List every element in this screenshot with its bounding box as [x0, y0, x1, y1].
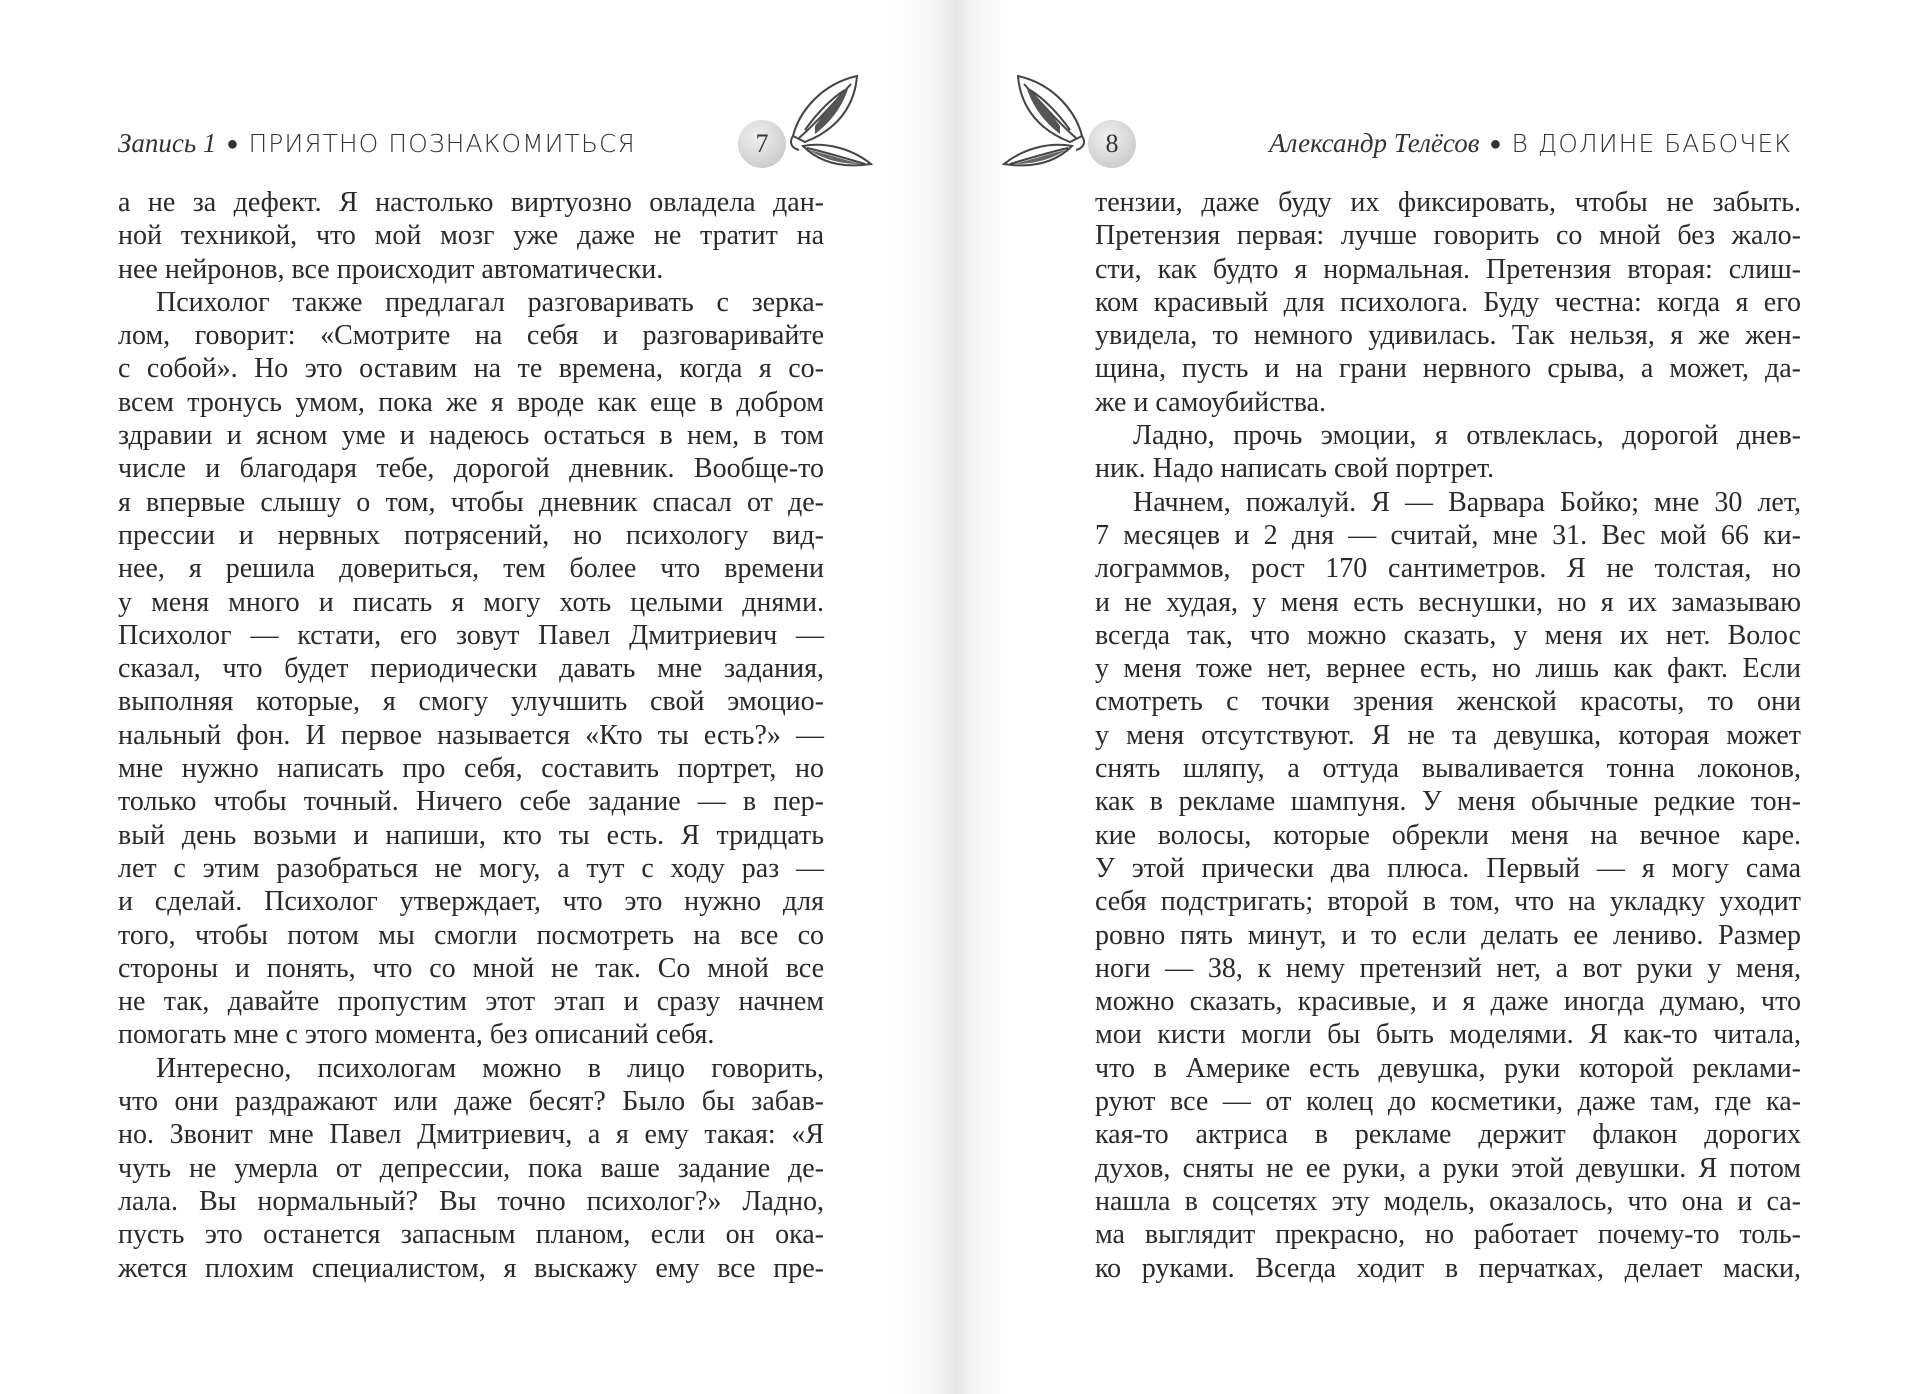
text-line: Ладно, прочь эмоции, я отвлеклась, дорогой днев- — [1133, 420, 1801, 452]
gutter-shadow — [885, 0, 955, 1394]
gutter-shadow — [955, 0, 1015, 1394]
running-header-left — [118, 128, 636, 159]
page-number-right: 8 — [1088, 120, 1136, 168]
text-line: только чтобы точный. Ничего себе задание — в пер- — [118, 786, 824, 818]
text-line: кая-то актриса в рекламе держит флакон дорогих — [1095, 1119, 1801, 1151]
text-line: я впервые слышу о том, чтобы дневник спасал от де- — [118, 486, 824, 518]
text-line: Интересно, психологам можно в лицо говорить, — [156, 1052, 824, 1084]
text-line: а не за дефект. Я настолько виртуозно овладела дан- — [118, 187, 824, 218]
text-line: щина, пусть и на грани нервного срыва, а может, да- — [1095, 353, 1801, 385]
book-title: В ДОЛИНЕ БАБОЧЕК — [1511, 129, 1792, 158]
text-line: нашла в соцсетях эту модель, оказалось, что она и са- — [1095, 1185, 1801, 1217]
text-line: прессии и нервных потрясений, но психологу вид- — [118, 519, 824, 551]
chapter-title: ПРИЯТНО ПОЗНАКОМИТЬСЯ — [248, 129, 636, 158]
text-line: мне нужно написать про себя, составить портрет, но — [118, 753, 824, 785]
text-line: всем тронусь умом, пока же я вроде как еще в добром — [118, 386, 824, 418]
text-line: ноги — 38, к нему претензий нет, а вот руки у меня, — [1095, 952, 1801, 984]
author-name: Александр Телёсов — [1269, 128, 1480, 158]
text-line: помогать мне с этого момента, без описаний себя. — [118, 1019, 715, 1051]
text-line: нальный фон. И первое называется «Кто ты есть?» — — [118, 719, 824, 751]
text-line: у меня отсутствуют. Я не та девушка, которая может — [1095, 719, 1801, 751]
text-line: выполняя которые, я смогу улучшить свой эмоцио- — [118, 686, 824, 718]
text-line: 7 месяцев и 2 дня — считай, мне 31. Вес мой 66 ки- — [1095, 519, 1801, 551]
running-header-right — [1269, 128, 1792, 159]
text-line: нее нейронов, все происходит автоматически. — [118, 253, 664, 285]
text-line: лом, говорит: «Смотрите на себя и разговаривайте — [118, 320, 824, 352]
text-line: Психолог также предлагал разговаривать с зерка- — [156, 286, 824, 318]
text-line: у меня тоже нет, вернее есть, но лишь как факт. Если — [1095, 653, 1801, 685]
text-line: ной техникой, что мой мозг уже даже не тратит на — [118, 220, 824, 252]
text-line: с собой». Но это оставим на те времена, когда я со- — [118, 353, 824, 385]
text-line: лограммов, рост 170 сантиметров. Я не толстая, но — [1095, 553, 1801, 585]
text-line: руют все — от колец до косметики, даже там, где ка- — [1095, 1086, 1801, 1118]
text-line: что в Америке есть девушка, руки которой реклами- — [1095, 1052, 1801, 1084]
text-line: сти, как будто я нормальная. Претензия вторая: слиш- — [1095, 253, 1801, 285]
text-line: же и самоубийства. — [1095, 386, 1327, 418]
text-line: и не худая, у меня есть веснушки, но я их замазываю — [1095, 586, 1801, 618]
text-line: можно сказать, красивые, и я даже иногда думаю, что — [1095, 986, 1801, 1018]
butterfly-wing-icon — [785, 72, 875, 168]
text-line: не так, давайте пропустим этот этап и сразу начнем — [118, 986, 824, 1018]
text-line: мои кисти могли бы быть моделями. Я как-то читала, — [1095, 1019, 1801, 1051]
text-line: увидела, то немного удивилась. Так нельзя, я же жен- — [1095, 320, 1801, 352]
text-line: смотреть с точки зрения женской красоты, то они — [1095, 686, 1801, 718]
text-line: ровно пять минут, и то если делать ее лениво. Размер — [1095, 919, 1801, 951]
text-line: и сделай. Психолог утверждает, что это нужно для — [118, 886, 824, 918]
text-line: Психолог — кстати, его зовут Павел Дмитриевич — — [118, 619, 824, 651]
text-line: но. Звонит мне Павел Дмитриевич, а я ему такая: «Я — [118, 1119, 824, 1151]
text-line: Претензия первая: лучше говорить со мной без жало- — [1095, 220, 1801, 252]
body-text-left — [118, 186, 824, 1285]
text-line: ма выглядит прекрасно, но работает почему-то толь- — [1095, 1219, 1801, 1251]
text-line: духов, сняты не ее руки, а руки этой девушки. Я потом — [1095, 1152, 1801, 1184]
text-line: пусть это останется запасным планом, если он ока- — [118, 1219, 824, 1251]
bullet-separator: ● — [1489, 133, 1502, 155]
text-line: лала. Вы нормальный? Вы точно психолог?» Ладно, — [118, 1185, 824, 1217]
text-line: у меня много и писать я могу хоть целыми днями. — [118, 586, 824, 618]
text-line: здравии и ясном уме и надеюсь остаться в нем, в том — [118, 420, 824, 452]
text-line: ник. Надо написать свой портрет. — [1095, 453, 1495, 485]
text-line: тензии, даже буду их фиксировать, чтобы не забыть. — [1095, 187, 1801, 218]
text-line: вый день возьми и напиши, кто ты есть. Я тридцать — [118, 819, 824, 851]
text-line: как в рекламе шампуня. У меня обычные редкие тон- — [1095, 786, 1801, 818]
text-line: лет с этим разобраться не могу, а тут с ходу раз — — [118, 852, 824, 884]
record-label: Запись 1 — [118, 128, 217, 158]
right-page — [955, 0, 1910, 1394]
text-line: сказал, что будет периодически давать мне задания, — [118, 653, 824, 685]
text-line: кие волосы, которые обрекли меня на вечное каре. — [1095, 819, 1801, 851]
text-line: У этой прически два плюса. Первый — я могу сама — [1095, 852, 1801, 884]
text-line: снять шляпу, а оттуда вываливается тонна локонов, — [1095, 753, 1801, 785]
text-line: стороны и понять, что со мной не так. Со мной все — [118, 952, 824, 984]
text-line: того, чтобы потом мы смогли посмотреть на все со — [118, 919, 824, 951]
text-line: себя подстригать; второй в том, что на укладку уходит — [1095, 886, 1801, 918]
text-line: Начнем, пожалуй. Я — Варвара Бойко; мне 30 лет, — [1133, 486, 1801, 518]
text-line: чуть не умерла от депрессии, пока ваше задание де- — [118, 1152, 824, 1184]
text-line: числе и благодаря тебе, дорогой дневник. Вообще-то — [118, 453, 824, 485]
text-line: ком красивый для психолога. Буду честна: когда я его — [1095, 286, 1801, 318]
text-line: жется плохим специалистом, я выскажу ему все пре- — [118, 1252, 824, 1284]
page-number-left: 7 — [738, 120, 786, 168]
text-line: что они раздражают или даже бесят? Было бы забав- — [118, 1086, 824, 1118]
butterfly-wing-icon — [1000, 72, 1090, 168]
body-text-right — [1095, 186, 1801, 1285]
text-line: всегда так, что можно сказать, у меня их нет. Волос — [1095, 619, 1801, 651]
bullet-separator: ● — [226, 133, 239, 155]
text-line: нее, я решила довериться, тем более что времени — [118, 553, 824, 585]
text-line: ко руками. Всегда ходит в перчатках, делает маски, — [1095, 1252, 1801, 1284]
